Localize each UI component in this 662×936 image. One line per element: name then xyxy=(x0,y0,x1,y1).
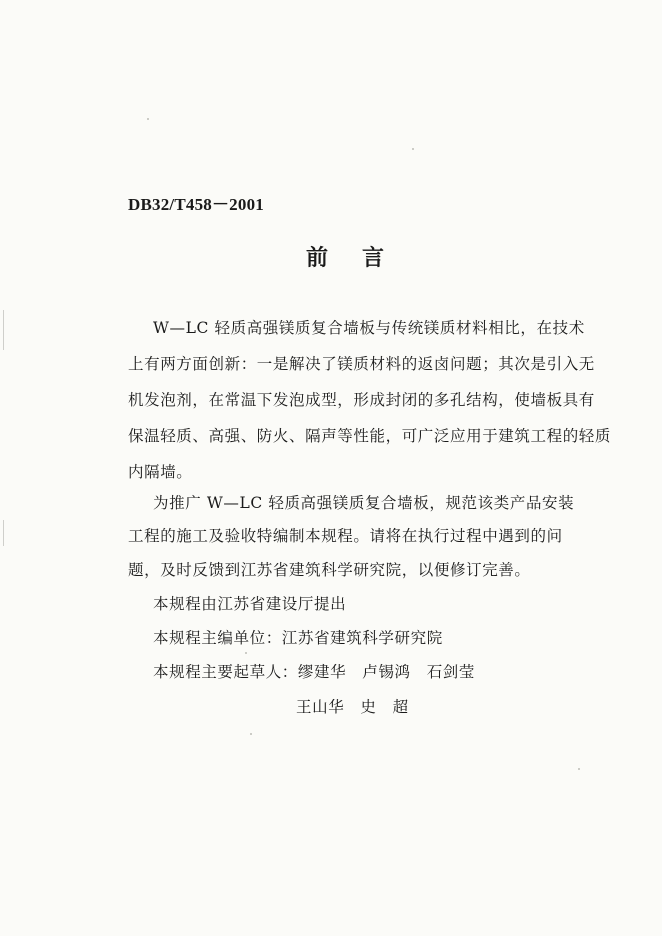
paragraph-line: 内隔墙。 xyxy=(128,463,193,481)
title-char-2: 言 xyxy=(362,246,385,271)
drafters-statement: 本规程主要起草人：缪建华 卢锡鸿 石剑莹 xyxy=(153,663,476,681)
scan-speck xyxy=(147,118,149,120)
paragraph-line: 保温轻质、高强、防火、隔声等性能，可广泛应用于建筑工程的轻质 xyxy=(128,427,612,445)
paragraph-line: 为推广 W—LC 轻质高强镁质复合墙板，规范该类产品安装 xyxy=(153,494,575,512)
page-title xyxy=(306,241,384,272)
paragraph-line: 机发泡剂，在常温下发泡成型，形成封闭的多孔结构，使墙板具有 xyxy=(128,391,595,409)
scan-edge-mark xyxy=(3,310,4,350)
title-char-1: 前 xyxy=(306,246,329,271)
paragraph-line: 题，及时反馈到江苏省建筑科学研究院，以便修订完善。 xyxy=(128,561,531,579)
scan-edge-mark xyxy=(3,520,4,546)
scan-speck xyxy=(578,768,580,770)
scan-speck xyxy=(245,652,247,654)
paragraph-line: W—LC 轻质高强镁质复合墙板与传统镁质材料相比，在技术 xyxy=(153,319,585,337)
drafters-continued: 王山华 史 超 xyxy=(296,698,409,716)
scan-speck xyxy=(250,733,252,735)
proposer-statement: 本规程由江苏省建设厅提出 xyxy=(153,595,347,613)
paragraph-line: 上有两方面创新：一是解决了镁质材料的返卤问题；其次是引入无 xyxy=(128,355,595,373)
scan-speck xyxy=(412,148,414,150)
editor-unit-statement: 本规程主编单位：江苏省建筑科学研究院 xyxy=(153,629,443,647)
document-code: DB32/T458－2001 xyxy=(128,195,264,214)
paragraph-line: 工程的施工及验收特编制本规程。请将在执行过程中遇到的问 xyxy=(128,527,563,545)
